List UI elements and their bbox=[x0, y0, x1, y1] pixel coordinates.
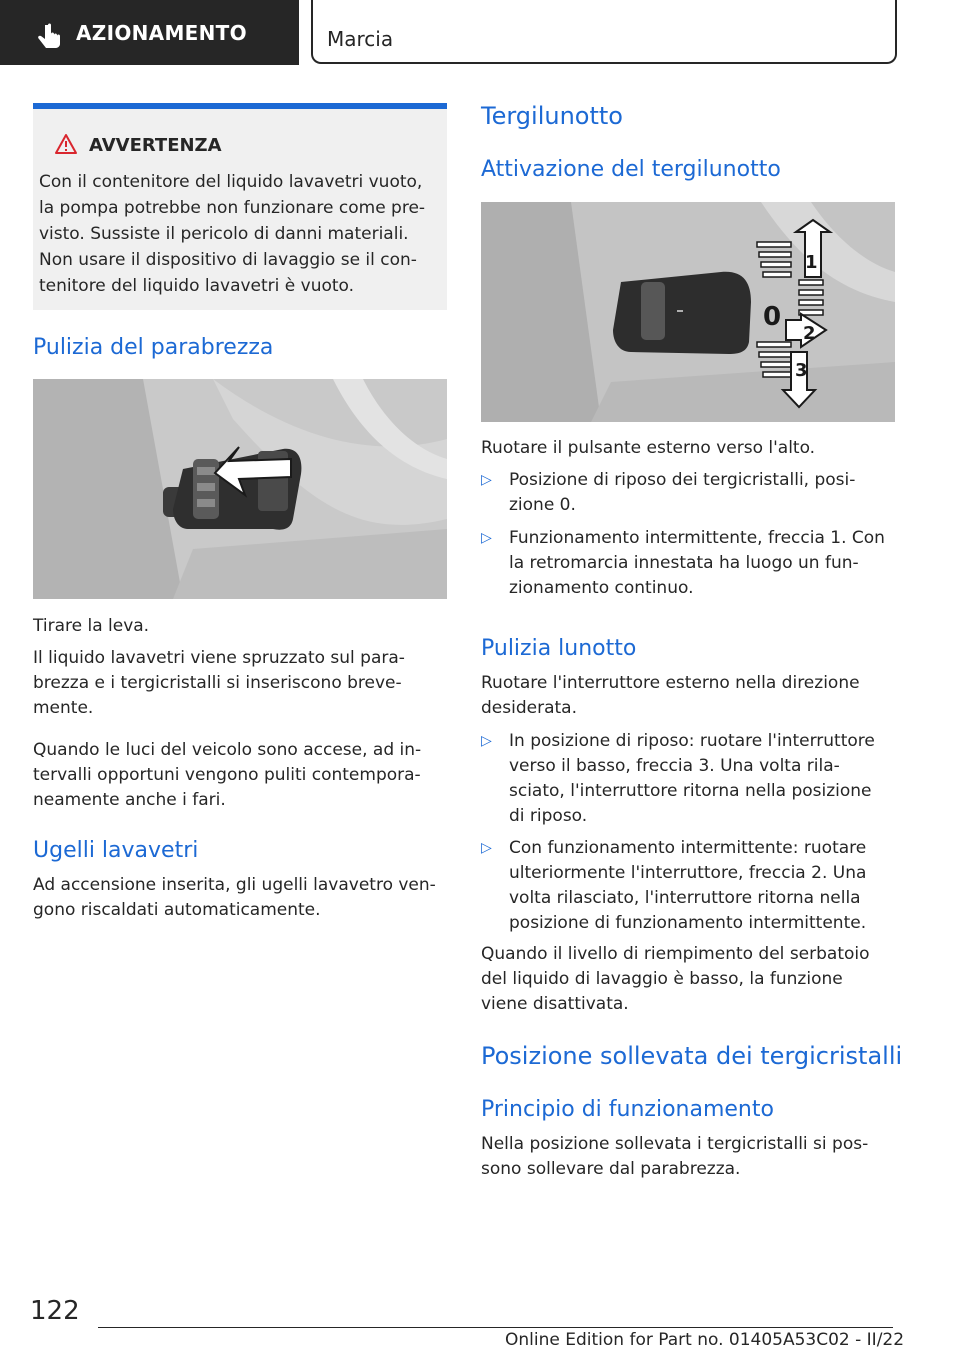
bullet-triangle-icon: ▷ bbox=[481, 840, 492, 856]
list-item: ▷ Con funzionamento intermittente: ruotare ulteriormente l'interruttore, freccia 2. Una volta rilasciato, l'interruttore ritorna nella posizione di funzionamento intermittente. bbox=[481, 838, 867, 933]
subheading-raised-position: Principio di funzionamento bbox=[481, 1097, 774, 1122]
heading-windshield: Pulizia del parabrezza bbox=[33, 335, 274, 360]
windshield-instruction: Tirare la leva. bbox=[33, 616, 150, 636]
chapter-box bbox=[311, 0, 897, 64]
bullet-triangle-icon: ▷ bbox=[481, 472, 492, 488]
nozzles-paragraph: Ad accensione inserita, gli ugelli lavavetro ven- gono riscaldati automaticamente. bbox=[33, 875, 436, 920]
warning-text: Con il contenitore del liquido lavavetri vuoto, la pompa potrebbe non funzionare come pre- visto. Sussiste il pericolo di danni materiali. Non usare il dispositivo di lavaggio se il con- tenitore del liquido lavavetri è vuoto. bbox=[39, 172, 426, 296]
list-item: ▷ Posizione di riposo dei tergicristalli, posi- zione 0. bbox=[481, 470, 856, 515]
lever-pull-figure bbox=[33, 379, 447, 599]
heading-nozzles: Ugelli lavavetri bbox=[33, 838, 199, 863]
list-item: ▷ Funzionamento intermittente, freccia 1. Con la retromarcia innestata ha luogo un fun- zionamento continuo. bbox=[481, 528, 885, 598]
footer-divider bbox=[98, 1327, 893, 1328]
position-label-0: 0 bbox=[763, 302, 782, 332]
subheading-rear-wiper: Attivazione del tergilunotto bbox=[481, 157, 781, 182]
bullet-triangle-icon: ▷ bbox=[481, 733, 492, 749]
arrow-label-1: 1 bbox=[805, 252, 818, 273]
heading-rear-wiper: Tergilunotto bbox=[481, 102, 623, 130]
windshield-paragraph-1: Il liquido lavavetri viene spruzzato sul para- brezza e i tergicristalli si inseriscono breve- mente. bbox=[33, 648, 405, 718]
list-item: ▷ In posizione di riposo: ruotare l'interruttore verso il basso, freccia 3. Una volta rila- sciato, l'interruttore ritorna nella posizione di riposo. bbox=[481, 731, 875, 826]
rear-wash-outro: Quando il livello di riempimento del serbatoio del liquido di lavaggio è basso, la funzione viene disattivata. bbox=[481, 944, 870, 1014]
warning-box bbox=[33, 103, 447, 310]
arrow-label-3: 3 bbox=[795, 360, 808, 381]
bullet-triangle-icon: ▷ bbox=[481, 530, 492, 546]
section-tab bbox=[0, 0, 299, 65]
warning-triangle-icon bbox=[54, 133, 78, 155]
page-number: 122 bbox=[30, 1296, 80, 1326]
rear-wiper-intro: Ruotare il pulsante esterno verso l'alto. bbox=[481, 438, 816, 458]
hand-pointer-icon bbox=[36, 23, 62, 53]
rear-wiper-figure bbox=[481, 202, 895, 422]
heading-rear-wash: Pulizia lunotto bbox=[481, 636, 637, 661]
heading-raised-position: Posizione sollevata dei tergicristalli bbox=[481, 1042, 903, 1070]
warning-title: AVVERTENZA bbox=[89, 135, 222, 156]
section-title: AZIONAMENTO bbox=[76, 20, 247, 45]
rear-wash-intro: Ruotare l'interruttore esterno nella direzione desiderata. bbox=[481, 673, 860, 718]
footer-edition: Online Edition for Part no. 01405A53C02 - II/22 bbox=[505, 1330, 905, 1350]
raised-paragraph: Nella posizione sollevata i tergicristalli si pos- sono sollevare dal parabrezza. bbox=[481, 1134, 869, 1179]
windshield-paragraph-2: Quando le luci del veicolo sono accese, ad in- tervalli opportuni vengono puliti contempora- neamente anche i fari. bbox=[33, 740, 422, 810]
arrow-label-2: 2 bbox=[803, 323, 816, 344]
chapter-title: Marcia bbox=[327, 27, 394, 51]
